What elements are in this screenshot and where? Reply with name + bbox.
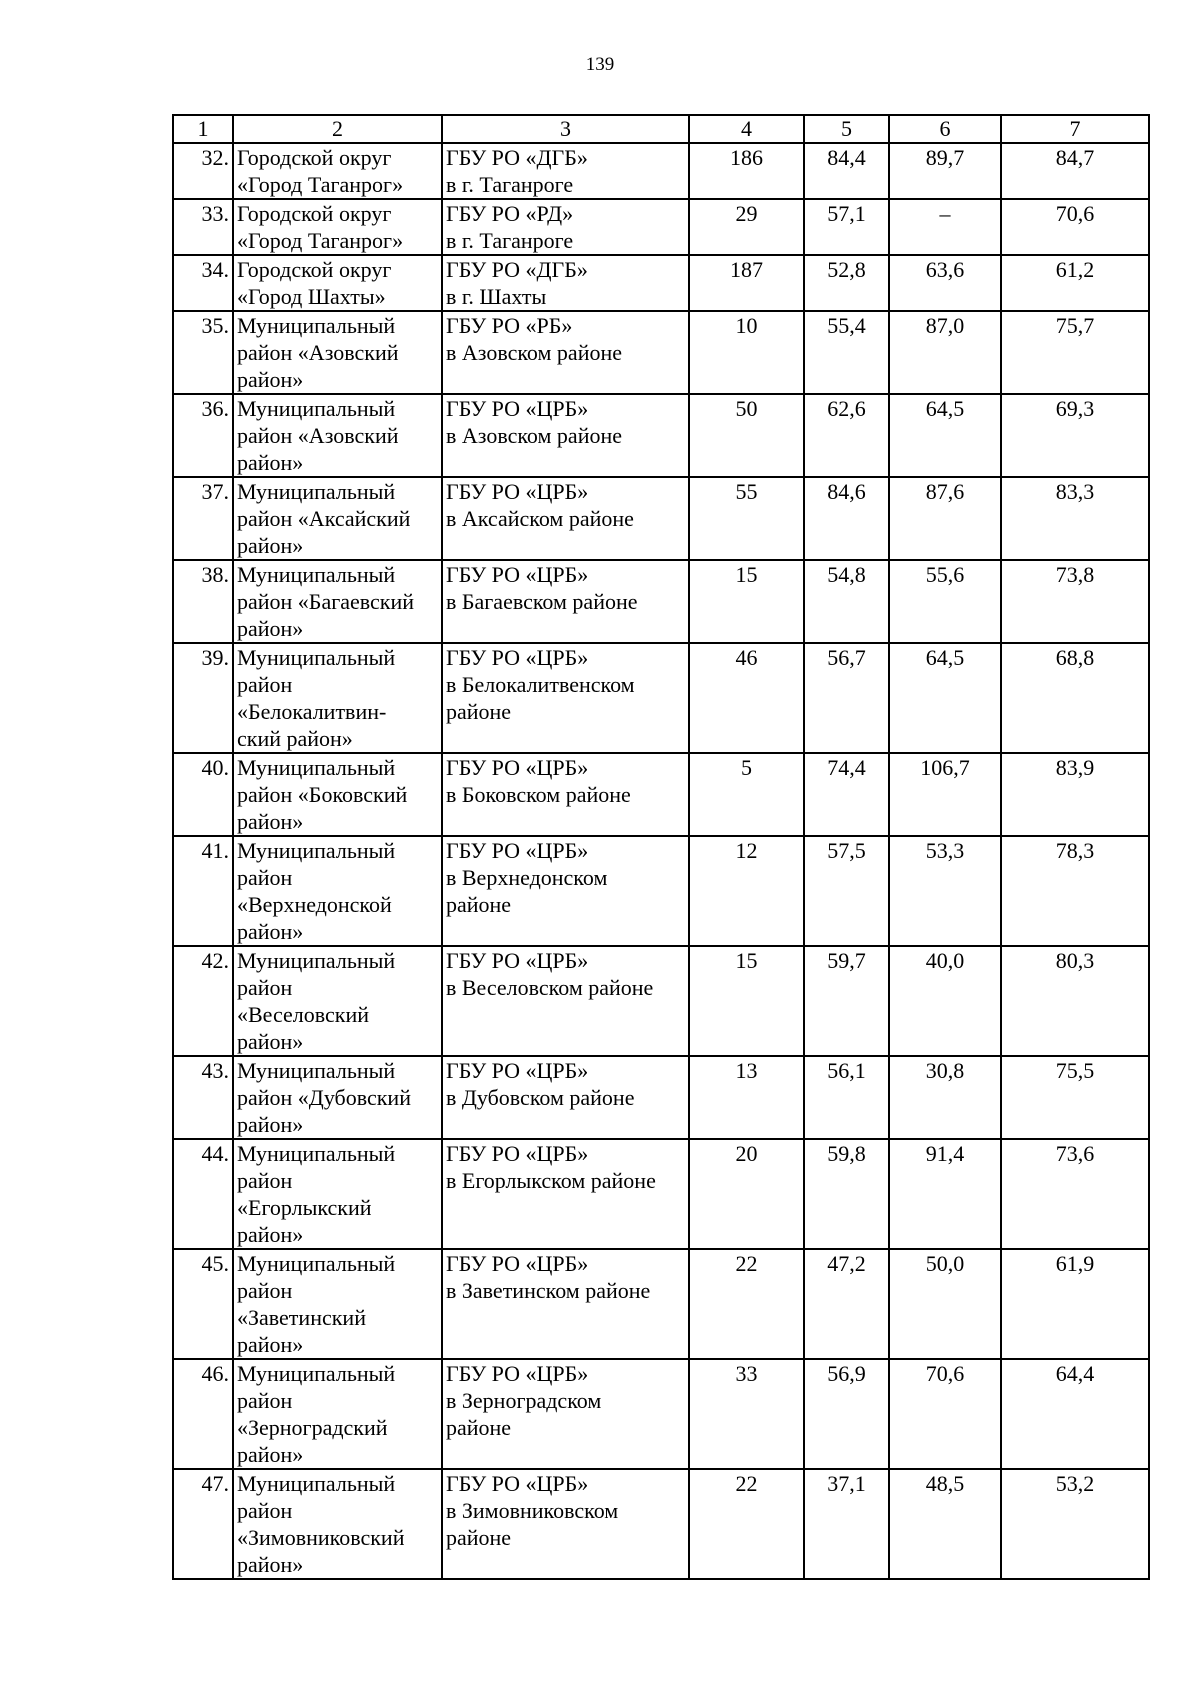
institution-cell-line: ГБУ РО «ЦРБ»: [446, 1471, 589, 1496]
institution-cell-line: в Дубовском районе: [446, 1085, 635, 1110]
value-cell-col4: 29: [689, 199, 804, 255]
district-cell-line: Муниципальный: [237, 755, 396, 780]
district-cell-line: район»: [237, 533, 304, 558]
institution-cell: [442, 643, 689, 753]
district-cell: [233, 199, 442, 255]
institution-cell-line: в г. Таганроге: [446, 172, 574, 197]
row-number-cell: 43.: [173, 1056, 233, 1139]
value-cell-col6: 89,7: [889, 143, 1001, 199]
institution-cell: [442, 946, 689, 1056]
institution-cell-line: в г. Таганроге: [446, 228, 574, 253]
district-cell-line: «Зимовниковский: [237, 1525, 405, 1550]
district-cell-line: район»: [237, 367, 304, 392]
table-row: [173, 946, 1149, 1056]
district-cell-line: Муниципальный: [237, 1361, 396, 1386]
value-cell-col6: 30,8: [889, 1056, 1001, 1139]
district-cell-line: район»: [237, 450, 304, 475]
value-cell-col6: 53,3: [889, 836, 1001, 946]
institution-cell: [442, 1249, 689, 1359]
institution-cell-line: в Азовском районе: [446, 340, 623, 365]
district-cell: [233, 1056, 442, 1139]
district-cell-line: район: [237, 865, 293, 890]
value-cell-col7: 83,3: [1001, 477, 1149, 560]
district-cell: [233, 1249, 442, 1359]
column-header: 4: [689, 115, 804, 143]
district-cell-line: район»: [237, 809, 304, 834]
value-cell-col7: 64,4: [1001, 1359, 1149, 1469]
table-row: [173, 560, 1149, 643]
value-cell-col4: 12: [689, 836, 804, 946]
institution-cell: [442, 836, 689, 946]
value-cell-col7: 75,7: [1001, 311, 1149, 394]
column-header: 7: [1001, 115, 1149, 143]
district-cell: [233, 1359, 442, 1469]
institution-cell-line: ГБУ РО «ЦРБ»: [446, 838, 589, 863]
district-cell-line: «Веселовский: [237, 1002, 370, 1027]
district-cell-line: район»: [237, 1442, 304, 1467]
institution-cell-line: районе: [446, 892, 512, 917]
district-cell-line: «Заветинский: [237, 1305, 366, 1330]
row-number-cell: 33.: [173, 199, 233, 255]
table-row: [173, 255, 1149, 311]
value-cell-col4: 55: [689, 477, 804, 560]
table-row: [173, 643, 1149, 753]
district-cell-line: Муниципальный: [237, 1251, 396, 1276]
district-cell-line: ский район»: [237, 726, 353, 751]
value-cell-col7: 84,7: [1001, 143, 1149, 199]
value-cell-col5: 74,4: [804, 753, 889, 836]
row-number-cell: 47.: [173, 1469, 233, 1579]
row-number-cell: 34.: [173, 255, 233, 311]
value-cell-col4: 187: [689, 255, 804, 311]
institution-cell-line: ГБУ РО «ЦРБ»: [446, 755, 589, 780]
institution-cell: [442, 1469, 689, 1579]
district-cell-line: район «Дубовский: [237, 1085, 411, 1110]
district-cell-line: район «Багаевский: [237, 589, 415, 614]
institution-cell-line: ГБУ РО «ЦРБ»: [446, 1361, 589, 1386]
table-row: [173, 1249, 1149, 1359]
district-cell-line: район: [237, 672, 293, 697]
institution-cell-line: районе: [446, 1415, 512, 1440]
row-number-cell: 39.: [173, 643, 233, 753]
institution-cell-line: ГБУ РО «ДГБ»: [446, 257, 588, 282]
district-cell: [233, 311, 442, 394]
district-cell-line: «Егорлыкский: [237, 1195, 372, 1220]
header-row: [173, 115, 1149, 143]
row-number-cell: 45.: [173, 1249, 233, 1359]
institution-cell: [442, 255, 689, 311]
row-number-cell: 38.: [173, 560, 233, 643]
table-row: [173, 143, 1149, 199]
institution-cell-line: в г. Шахты: [446, 284, 547, 309]
institution-cell-line: в Верхнедонском: [446, 865, 608, 890]
value-cell-col6: –: [889, 199, 1001, 255]
value-cell-col6: 87,6: [889, 477, 1001, 560]
value-cell-col4: 15: [689, 560, 804, 643]
district-cell-line: Муниципальный: [237, 1141, 396, 1166]
district-cell: [233, 394, 442, 477]
district-cell-line: «Город Таганрог»: [237, 228, 404, 253]
district-cell: [233, 643, 442, 753]
district-cell: [233, 836, 442, 946]
institution-cell: [442, 753, 689, 836]
institution-cell-line: в Азовском районе: [446, 423, 623, 448]
column-header: 1: [173, 115, 233, 143]
district-cell-line: Муниципальный: [237, 396, 396, 421]
district-cell: [233, 477, 442, 560]
district-cell-line: «Город Шахты»: [237, 284, 386, 309]
value-cell-col6: 64,5: [889, 394, 1001, 477]
table-row: [173, 1469, 1149, 1579]
institution-cell-line: ГБУ РО «РБ»: [446, 313, 573, 338]
district-cell-line: Городской округ: [237, 257, 392, 282]
district-cell-line: «Верхнедонской: [237, 892, 392, 917]
value-cell-col5: 54,8: [804, 560, 889, 643]
table-header: [173, 115, 1149, 143]
institution-cell-line: ГБУ РО «ЦРБ»: [446, 396, 589, 421]
table-row: [173, 1056, 1149, 1139]
table-row: [173, 1139, 1149, 1249]
value-cell-col6: 55,6: [889, 560, 1001, 643]
institution-cell-line: ГБУ РО «РД»: [446, 201, 574, 226]
district-cell-line: район»: [237, 1029, 304, 1054]
value-cell-col5: 84,4: [804, 143, 889, 199]
district-cell-line: район: [237, 1278, 293, 1303]
row-number-cell: 37.: [173, 477, 233, 560]
value-cell-col7: 61,9: [1001, 1249, 1149, 1359]
district-cell-line: Муниципальный: [237, 948, 396, 973]
value-cell-col7: 53,2: [1001, 1469, 1149, 1579]
district-cell-line: «Город Таганрог»: [237, 172, 404, 197]
row-number-cell: 44.: [173, 1139, 233, 1249]
district-cell-line: район»: [237, 1332, 304, 1357]
value-cell-col5: 59,8: [804, 1139, 889, 1249]
row-number-cell: 42.: [173, 946, 233, 1056]
institution-cell: [442, 1139, 689, 1249]
district-cell-line: район: [237, 1498, 293, 1523]
value-cell-col4: 33: [689, 1359, 804, 1469]
institution-cell-line: ГБУ РО «ЦРБ»: [446, 1058, 589, 1083]
row-number-cell: 36.: [173, 394, 233, 477]
value-cell-col7: 78,3: [1001, 836, 1149, 946]
value-cell-col6: 48,5: [889, 1469, 1001, 1579]
table-row: [173, 477, 1149, 560]
institution-cell-line: в Белокалитвенском: [446, 672, 635, 697]
value-cell-col4: 22: [689, 1469, 804, 1579]
table-row: [173, 753, 1149, 836]
district-cell-line: Муниципальный: [237, 645, 396, 670]
value-cell-col6: 91,4: [889, 1139, 1001, 1249]
district-cell-line: район «Боковский: [237, 782, 408, 807]
value-cell-col4: 13: [689, 1056, 804, 1139]
district-cell: [233, 1139, 442, 1249]
institution-cell-line: в Боковском районе: [446, 782, 631, 807]
district-cell-line: Муниципальный: [237, 838, 396, 863]
institution-cell: [442, 394, 689, 477]
district-cell-line: район»: [237, 616, 304, 641]
data-table: [172, 114, 1150, 1580]
district-cell: [233, 560, 442, 643]
value-cell-col6: 70,6: [889, 1359, 1001, 1469]
institution-cell-line: в Егорлыкском районе: [446, 1168, 656, 1193]
district-cell: [233, 1469, 442, 1579]
value-cell-col7: 70,6: [1001, 199, 1149, 255]
institution-cell-line: ГБУ РО «ЦРБ»: [446, 1141, 589, 1166]
institution-cell: [442, 1056, 689, 1139]
value-cell-col5: 56,1: [804, 1056, 889, 1139]
institution-cell-line: в Багаевском районе: [446, 589, 638, 614]
value-cell-col6: 87,0: [889, 311, 1001, 394]
value-cell-col7: 61,2: [1001, 255, 1149, 311]
value-cell-col5: 47,2: [804, 1249, 889, 1359]
district-cell: [233, 946, 442, 1056]
district-cell-line: «Белокалитвин-: [237, 699, 387, 724]
value-cell-col5: 57,5: [804, 836, 889, 946]
district-cell-line: район»: [237, 1552, 304, 1577]
value-cell-col4: 22: [689, 1249, 804, 1359]
district-cell-line: Муниципальный: [237, 1471, 396, 1496]
table-row: [173, 199, 1149, 255]
institution-cell-line: ГБУ РО «ЦРБ»: [446, 948, 589, 973]
value-cell-col4: 46: [689, 643, 804, 753]
value-cell-col4: 15: [689, 946, 804, 1056]
table-row: [173, 394, 1149, 477]
value-cell-col7: 73,8: [1001, 560, 1149, 643]
value-cell-col7: 80,3: [1001, 946, 1149, 1056]
value-cell-col6: 50,0: [889, 1249, 1001, 1359]
value-cell-col7: 73,6: [1001, 1139, 1149, 1249]
institution-cell-line: ГБУ РО «ЦРБ»: [446, 1251, 589, 1276]
district-cell-line: район»: [237, 919, 304, 944]
table-row: [173, 836, 1149, 946]
institution-cell-line: районе: [446, 699, 512, 724]
institution-cell: [442, 199, 689, 255]
district-cell-line: Муниципальный: [237, 1058, 396, 1083]
district-cell-line: район»: [237, 1222, 304, 1247]
institution-cell-line: ГБУ РО «ЦРБ»: [446, 645, 589, 670]
row-number-cell: 32.: [173, 143, 233, 199]
district-cell-line: район «Азовский: [237, 340, 399, 365]
value-cell-col5: 56,7: [804, 643, 889, 753]
district-cell-line: Городской округ: [237, 201, 392, 226]
district-cell-line: Муниципальный: [237, 313, 396, 338]
value-cell-col5: 59,7: [804, 946, 889, 1056]
column-header: 2: [233, 115, 442, 143]
value-cell-col6: 63,6: [889, 255, 1001, 311]
institution-cell-line: ГБУ РО «ЦРБ»: [446, 562, 589, 587]
value-cell-col6: 106,7: [889, 753, 1001, 836]
institution-cell-line: в Заветинском районе: [446, 1278, 651, 1303]
row-number-cell: 41.: [173, 836, 233, 946]
institution-cell-line: в Аксайском районе: [446, 506, 634, 531]
district-cell-line: район: [237, 1168, 293, 1193]
value-cell-col5: 57,1: [804, 199, 889, 255]
institution-cell-line: ГБУ РО «ЦРБ»: [446, 479, 589, 504]
value-cell-col5: 62,6: [804, 394, 889, 477]
institution-cell-line: в Зимовниковском: [446, 1498, 619, 1523]
value-cell-col6: 64,5: [889, 643, 1001, 753]
value-cell-col5: 37,1: [804, 1469, 889, 1579]
district-cell-line: район «Азовский: [237, 423, 399, 448]
value-cell-col4: 186: [689, 143, 804, 199]
column-header: 5: [804, 115, 889, 143]
table-row: [173, 1359, 1149, 1469]
value-cell-col4: 50: [689, 394, 804, 477]
district-cell: [233, 143, 442, 199]
page-number: 139: [585, 54, 615, 75]
value-cell-col5: 52,8: [804, 255, 889, 311]
value-cell-col5: 55,4: [804, 311, 889, 394]
value-cell-col5: 84,6: [804, 477, 889, 560]
district-cell-line: Муниципальный: [237, 479, 396, 504]
table-body: [173, 143, 1149, 1579]
district-cell: [233, 255, 442, 311]
institution-cell: [442, 311, 689, 394]
row-number-cell: 35.: [173, 311, 233, 394]
district-cell-line: район: [237, 1388, 293, 1413]
value-cell-col7: 69,3: [1001, 394, 1149, 477]
column-header: 6: [889, 115, 1001, 143]
institution-cell: [442, 560, 689, 643]
value-cell-col6: 40,0: [889, 946, 1001, 1056]
institution-cell-line: в Зерноградском: [446, 1388, 602, 1413]
district-cell-line: Муниципальный: [237, 562, 396, 587]
value-cell-col7: 83,9: [1001, 753, 1149, 836]
institution-cell-line: районе: [446, 1525, 512, 1550]
district-cell-line: район: [237, 975, 293, 1000]
value-cell-col4: 20: [689, 1139, 804, 1249]
value-cell-col4: 10: [689, 311, 804, 394]
institution-cell-line: в Веселовском районе: [446, 975, 654, 1000]
district-cell-line: «Зерноградский: [237, 1415, 388, 1440]
row-number-cell: 40.: [173, 753, 233, 836]
district-cell-line: район»: [237, 1112, 304, 1137]
district-cell-line: Городской округ: [237, 145, 392, 170]
value-cell-col7: 68,8: [1001, 643, 1149, 753]
institution-cell: [442, 1359, 689, 1469]
value-cell-col4: 5: [689, 753, 804, 836]
district-cell: [233, 753, 442, 836]
institution-cell: [442, 477, 689, 560]
value-cell-col7: 75,5: [1001, 1056, 1149, 1139]
column-header: 3: [442, 115, 689, 143]
row-number-cell: 46.: [173, 1359, 233, 1469]
table-row: [173, 311, 1149, 394]
institution-cell-line: ГБУ РО «ДГБ»: [446, 145, 588, 170]
value-cell-col5: 56,9: [804, 1359, 889, 1469]
district-cell-line: район «Аксайский: [237, 506, 411, 531]
institution-cell: [442, 143, 689, 199]
